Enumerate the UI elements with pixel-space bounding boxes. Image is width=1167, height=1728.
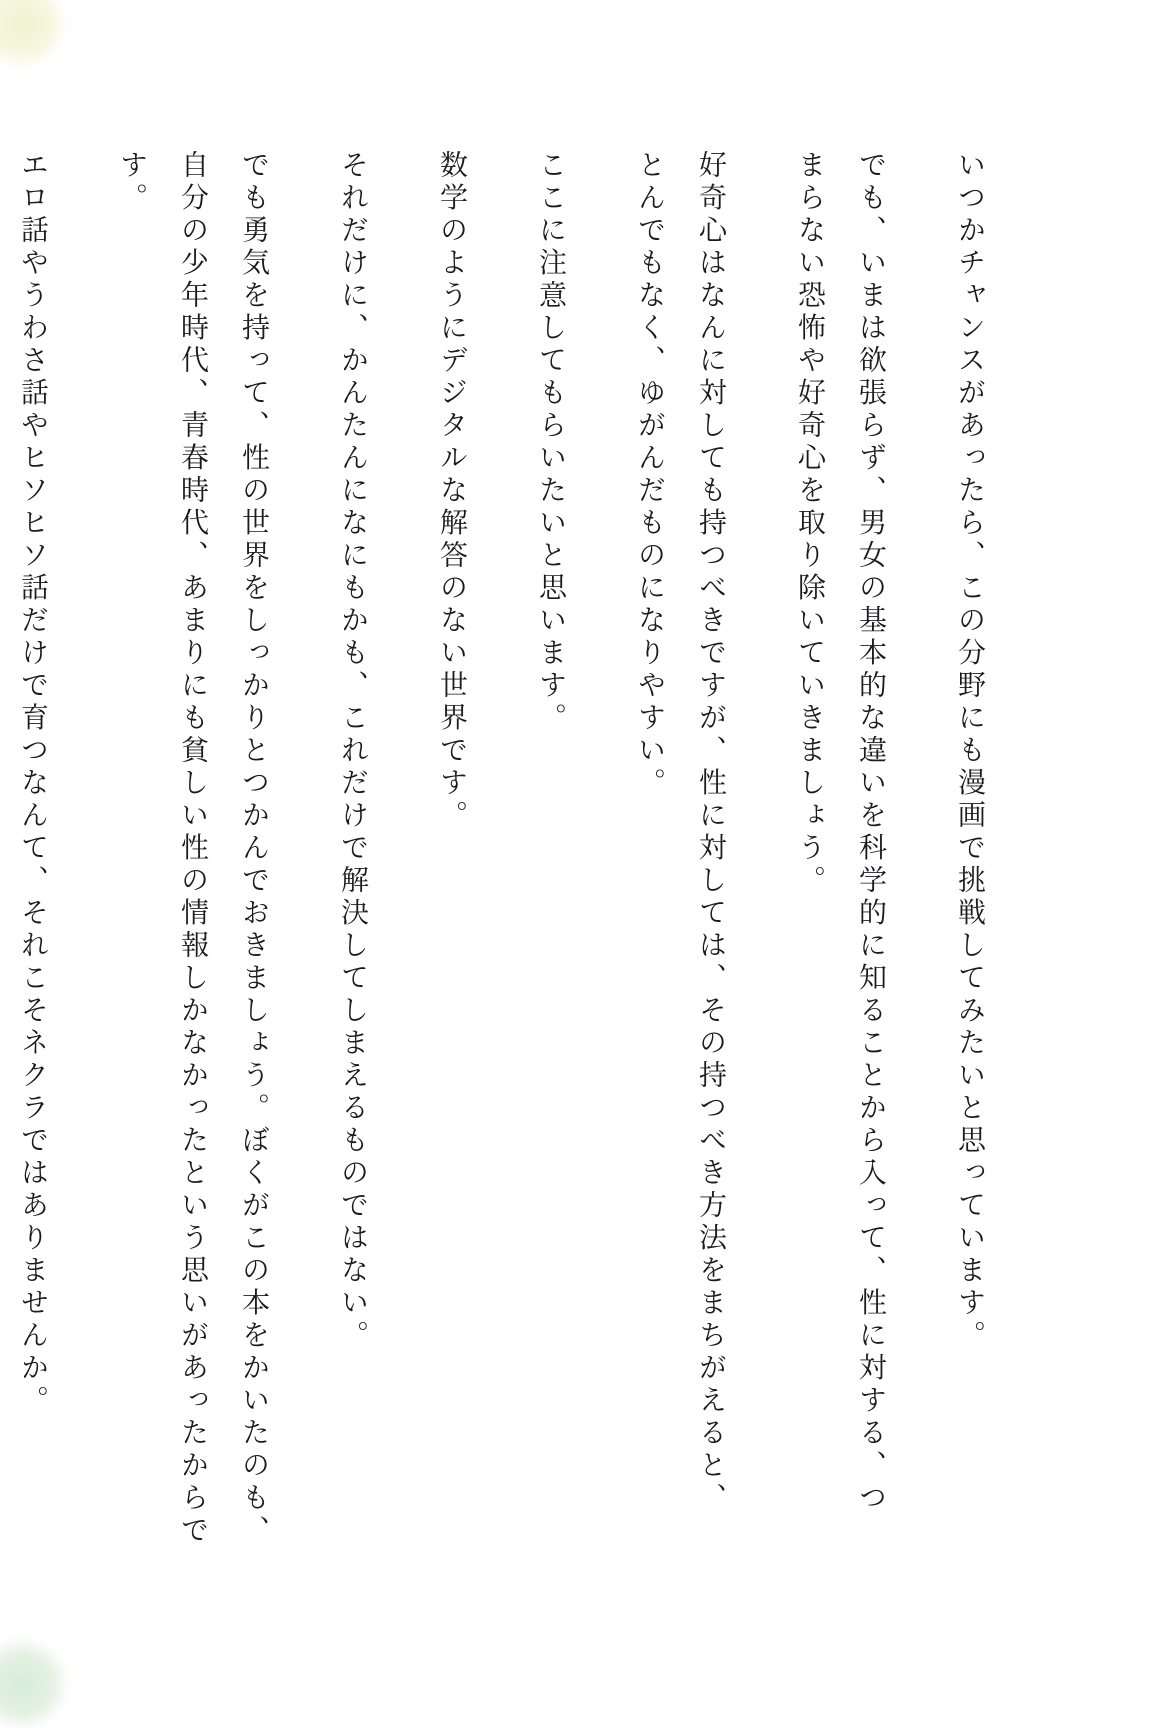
text-column-7: 数学のようにデジタルな解答のない世界です。 [436, 150, 469, 833]
text-column-3: まらない恐怖や好奇心を取り除いていきましょう。 [794, 150, 827, 898]
scan-stain-top-left [0, 0, 66, 66]
vertical-text-block [0, 150, 1039, 1615]
text-column-6: ここに注意してもらいたいと思います。 [535, 150, 568, 735]
text-column-9: でも勇気を持って、性の世界をしっかりとつかんでおきましょう。ぼくがこの本をかいたのも、 [238, 150, 271, 1548]
text-column-4: 好奇心はなんに対しても持つべきですが、性に対しては、その持つべき方法をまちがえると、 [695, 150, 728, 1515]
text-column-12: エロ話やうわさ話やヒソヒソ話だけで育つなんて、それこそネクラではありませんか。 [17, 150, 50, 1418]
text-column-10: 自分の少年時代、青春時代、あまりにも貧しい性の情報しかなかったという思いがあったからで [177, 150, 210, 1548]
text-column-2: でも、いまは欲張らず、男女の基本的な違いを科学的に知ることから入って、性に対する、つ [855, 150, 888, 1515]
text-column-1: いつかチャンスがあったら、この分野にも漫画で挑戦してみたいと思っています。 [954, 150, 987, 1353]
text-column-8: それだけに、かんたんになにもかも、これだけで解決してしまえるものではない。 [337, 150, 370, 1353]
scan-stain-bottom-left [0, 1640, 68, 1728]
text-column-11: す。 [116, 150, 149, 215]
text-column-5: とんでもなく、ゆがんだものになりやすい。 [634, 150, 667, 800]
